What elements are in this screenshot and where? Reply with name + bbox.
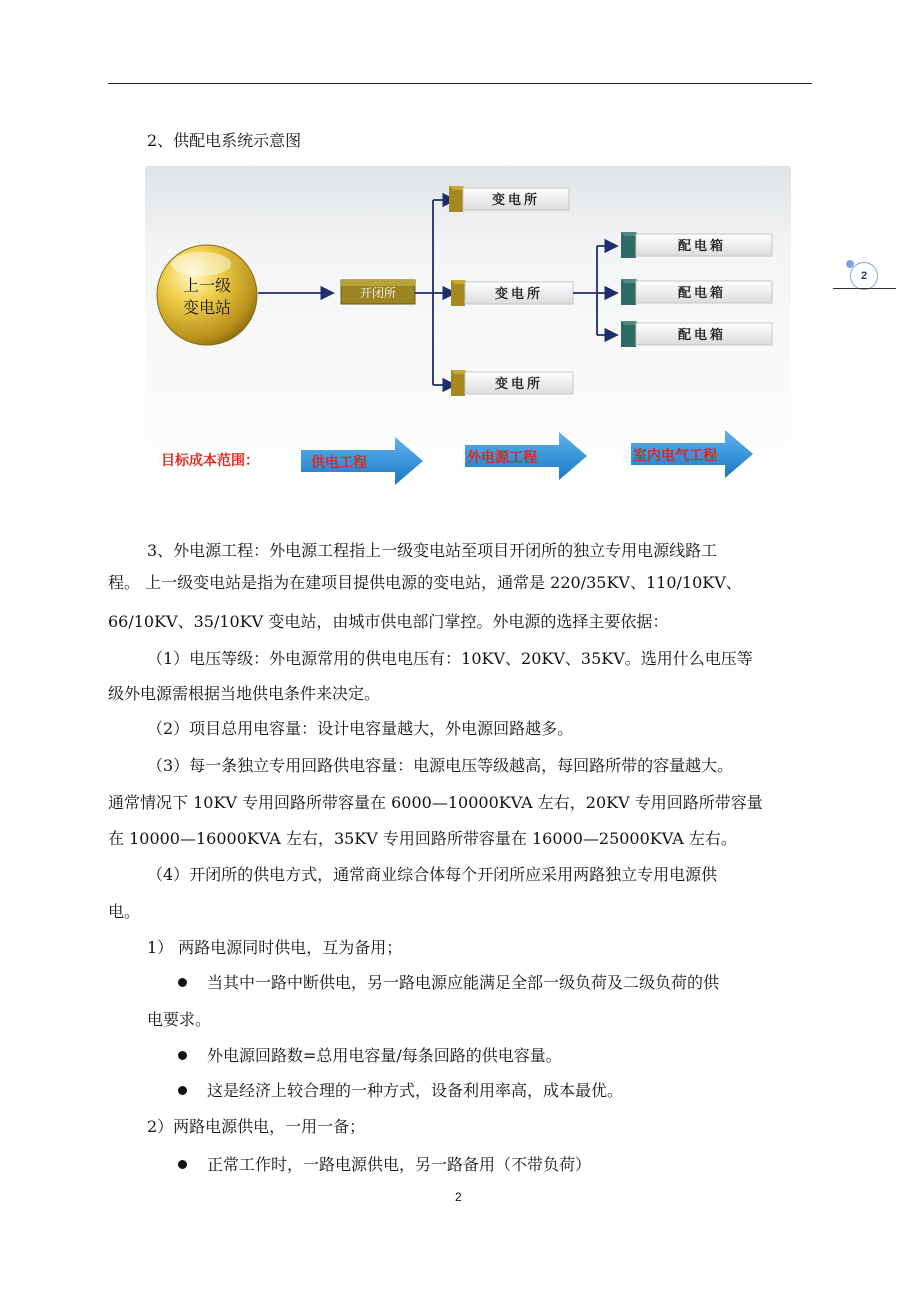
s3-bullet2: 外电源回路数=总用电容量/每条回路的供电容量。 xyxy=(207,1046,562,1065)
distribution-box-3 xyxy=(621,321,772,347)
bullet-dot xyxy=(178,1086,187,1095)
s3-mode2: 2）两路电源供电，一用一备； xyxy=(147,1117,366,1136)
section-heading-diagram: 2、供配电系统示意图 xyxy=(147,131,302,150)
s3-paragraph-line3: 66/10KV、35/10KV 变电站，由城市供电部门掌控。外电源的选择主要依据： xyxy=(108,612,669,631)
scope-arrow-power-supply-label: 供电工程 xyxy=(311,455,367,471)
sphere-label-line1: 上一级 xyxy=(182,276,232,295)
substation-mid-label: 变电所 xyxy=(494,287,544,302)
switch-station-box xyxy=(341,280,415,304)
s3-bullet3: 这是经济上较合理的一种方式，设备利用率高，成本最优。 xyxy=(207,1081,624,1100)
page-number: 2 xyxy=(455,1190,462,1204)
bullet-dot xyxy=(178,1051,187,1060)
s3-item3-line1: （3）每一条独立专用回路供电容量：电源电压等级越高，每回路所带的容量越大。 xyxy=(147,756,734,775)
sphere-label-line2: 变电站 xyxy=(182,298,232,317)
substation-box-mid xyxy=(451,280,573,306)
bullet-dot xyxy=(178,978,187,987)
s3-item4-line2: 电。 xyxy=(108,902,141,921)
distribution-box-1-label: 配电箱 xyxy=(677,239,727,254)
bullet-dot xyxy=(178,1160,187,1169)
s3-item2: （2）项目总用电容量：设计电容量越大，外电源回路越多。 xyxy=(147,719,574,738)
s3-paragraph-line2: 程。 上一级变电站是指为在建项目提供电源的变电站，通常是 220/35KV、110/10KV、 xyxy=(108,573,742,592)
scope-arrow-external-power-label: 外电源工程 xyxy=(467,450,537,466)
s3-mode1: 1） 两路电源同时供电，互为备用； xyxy=(147,938,403,957)
power-distribution-diagram xyxy=(145,166,791,506)
distribution-box-1 xyxy=(621,232,772,258)
substation-box-top xyxy=(449,186,569,212)
s3-bullet1-line1: 当其中一路中断供电，另一路电源应能满足全部一级负荷及二级负荷的供 xyxy=(207,973,720,992)
s3-item4-line1: （4）开闭所的供电方式，通常商业综合体每个开闭所应采用两路独立专用电源供 xyxy=(147,865,718,884)
s3-item3-line2: 通常情况下 10KV 专用回路所带容量在 6000—10000KVA 左右，20KV 专用回路所带容量 xyxy=(108,793,763,812)
s3-paragraph-line1: 3、外电源工程：外电源工程指上一级变电站至项目开闭所的独立专用电源线路工 xyxy=(147,541,718,560)
s3-item1-line1: （1）电压等级：外电源常用的供电电压有：10KV、20KV、35KV。选用什么电压等 xyxy=(147,649,753,668)
page-badge-rule xyxy=(833,288,896,289)
s3-item3-line3: 在 10000—16000KVA 左右，35KV 专用回路所带容量在 16000—25000KVA 左右。 xyxy=(108,829,737,848)
s3-bullet1-line2: 电要求。 xyxy=(147,1010,212,1029)
page-badge: 2 xyxy=(850,262,878,290)
header-rule xyxy=(108,83,812,84)
distribution-box-2 xyxy=(621,279,772,305)
substation-box-bottom xyxy=(451,370,573,396)
s3-item1-line2: 级外电源需根据当地供电条件来决定。 xyxy=(108,684,381,703)
substation-bottom-label: 变电所 xyxy=(494,377,544,392)
scope-arrow-indoor-electrical-label: 室内电气工程 xyxy=(633,448,717,464)
upstream-substation-sphere xyxy=(157,245,257,345)
distribution-box-2-label: 配电箱 xyxy=(677,286,727,301)
scope-label: 目标成本范围： xyxy=(161,453,259,469)
switch-station-label: 开闭所 xyxy=(359,286,397,300)
substation-top-label: 变电所 xyxy=(491,193,541,208)
s3-bullet4: 正常工作时，一路电源供电，另一路备用（不带负荷） xyxy=(207,1155,592,1174)
distribution-box-3-label: 配电箱 xyxy=(677,328,727,343)
